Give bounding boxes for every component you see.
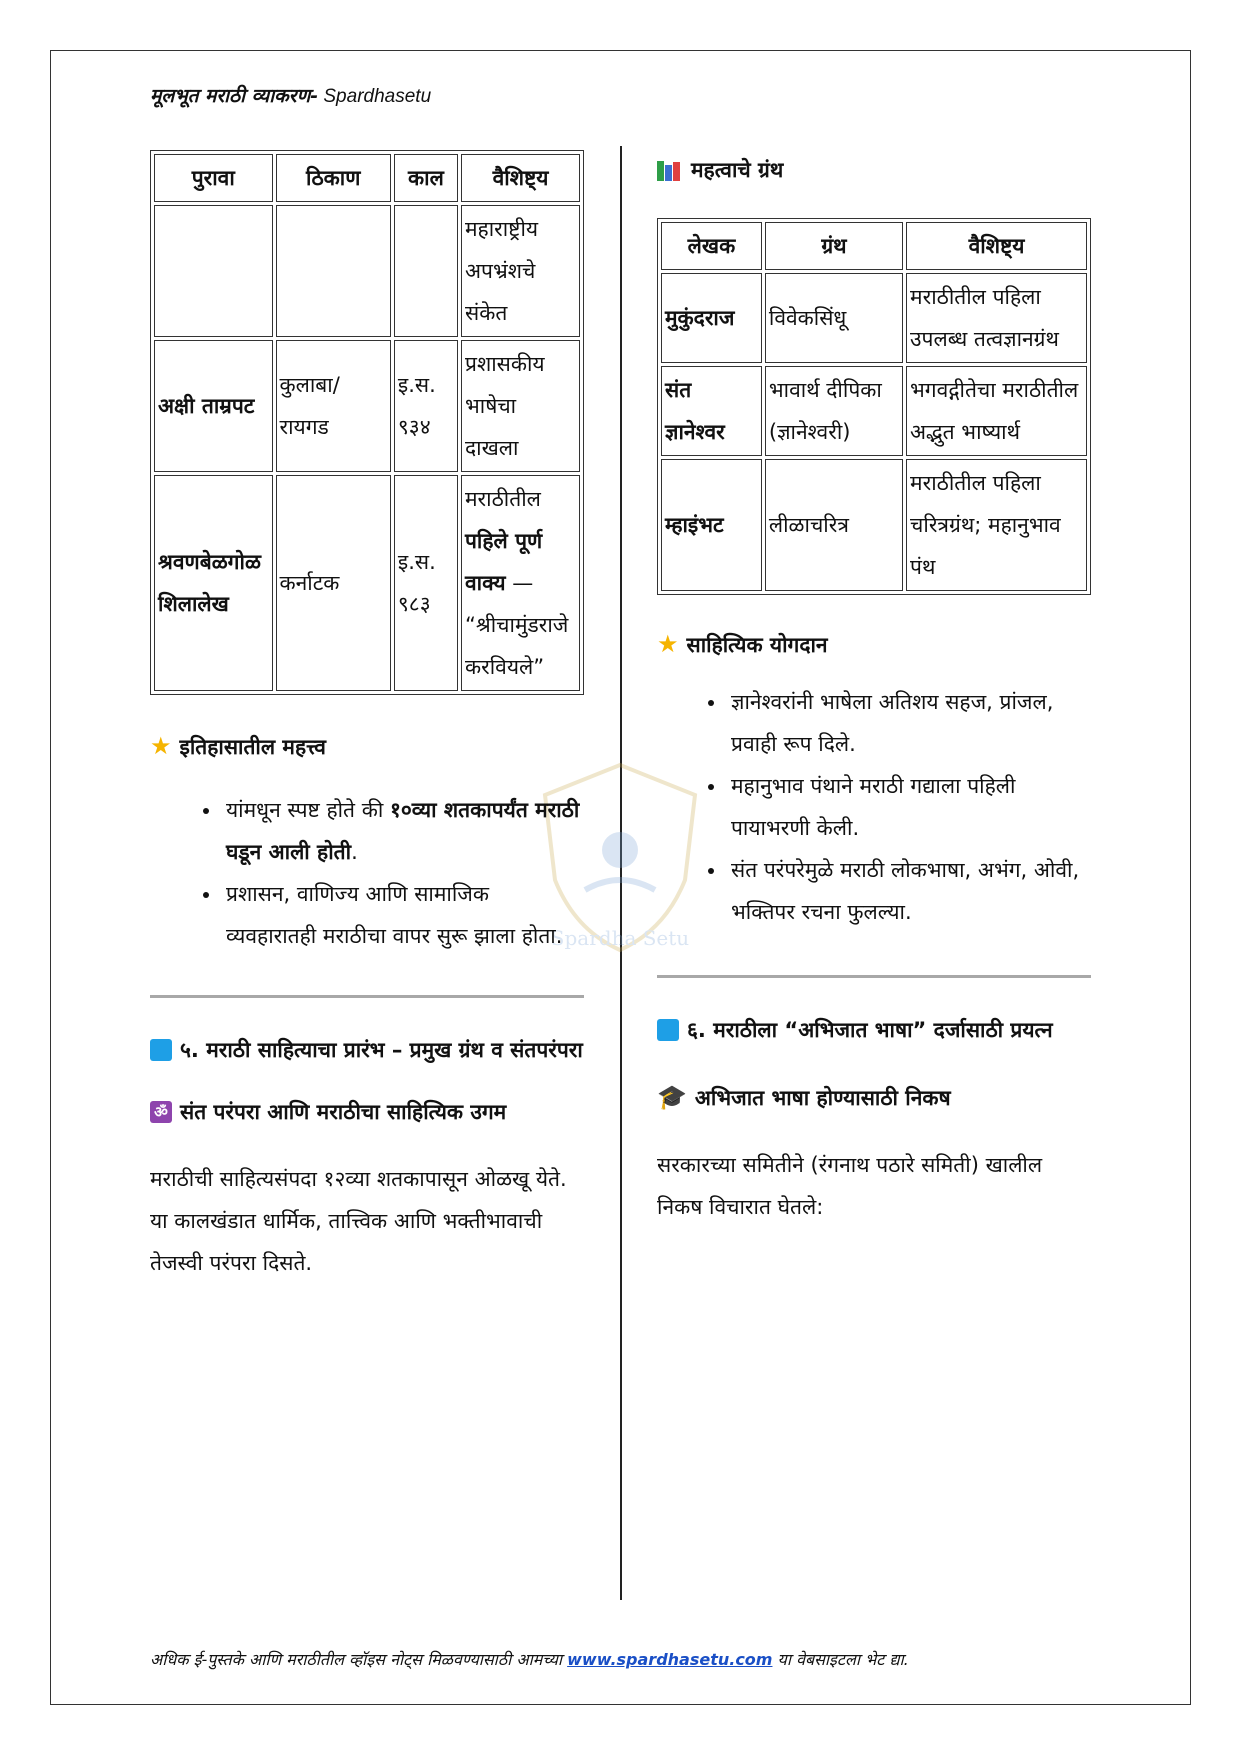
right-column: [657, 150, 1091, 1228]
section6-heading: [657, 1010, 1091, 1050]
saint-paragraph-1: मराठीची साहित्यसंपदा १२व्या शतकापासून ओळखू येते.: [150, 1167, 567, 1191]
table-cell: महाराष्ट्रीय अपभ्रंशचे संकेत: [461, 205, 580, 337]
page-footer: [150, 1648, 909, 1670]
saint-paragraph-2: या कालखंडात धार्मिक, तात्त्विक आणि भक्तीभावाची तेजस्वी परंपरा दिसते.: [150, 1209, 543, 1275]
contribution-heading: [657, 625, 1091, 665]
table-header: पुरावा: [154, 154, 273, 202]
feature-bold-text: पहिले पूर्ण वाक्य: [465, 529, 543, 595]
saint-heading-text: संत परंपरा आणि मराठीचा साहित्यिक उगम: [180, 1100, 507, 1124]
list-bold-text: १०व्या शतकापर्यंत मराठी घडून आली होती: [226, 798, 580, 864]
table-header: वैशिष्ट्य: [906, 222, 1087, 270]
header-title: मूलभूत मराठी व्याकरण-: [150, 85, 319, 107]
table-cell: मुकुंदराज: [661, 273, 762, 363]
table-cell: मराठीतील पहिला उपलब्ध तत्वज्ञानग्रंथ: [906, 273, 1087, 363]
table-cell: [276, 205, 391, 337]
table-row: [661, 366, 1087, 456]
criteria-heading-text: अभिजात भाषा होण्यासाठी निकष: [694, 1086, 951, 1110]
table-header: ठिकाण: [276, 154, 391, 202]
table-header: वैशिष्ट्य: [461, 154, 580, 202]
list-text: .: [351, 840, 358, 864]
books-heading-text: महत्वाचे ग्रंथ: [691, 158, 784, 182]
table-cell: इ.स. ९८३: [394, 475, 458, 691]
section5-heading-text: ५. मराठी साहित्याचा प्रारंभ – प्रमुख ग्रंथ व संतपरंपरा: [180, 1038, 583, 1062]
table-cell: [461, 475, 580, 691]
header-brand: Spardhasetu: [318, 86, 432, 107]
table-cell: अक्षी ताम्रपट: [154, 340, 273, 472]
star-icon: ★: [657, 630, 679, 658]
table-cell: संत ज्ञानेश्वर: [661, 366, 762, 456]
section5-heading: [150, 1030, 584, 1070]
table-cell: विवेकसिंधू: [765, 273, 903, 363]
table-header: काल: [394, 154, 458, 202]
list-item: • ज्ञानेश्वरांनी भाषेला अतिशय सहज, प्रांजल, प्रवाही रूप दिले.: [727, 681, 1091, 765]
table-cell: श्रवणबेळगोळ शिलालेख: [154, 475, 273, 691]
blue-square-icon: [150, 1039, 172, 1061]
list-item: [222, 789, 584, 873]
table-cell: [394, 205, 458, 337]
history-list: [150, 789, 584, 957]
section6-heading-text: ६. मराठीला “अभिजात भाषा” दर्जासाठी प्रयत्न: [687, 1018, 1053, 1042]
list-text: यांमधून स्पष्ट होते की: [226, 798, 390, 822]
left-column: [150, 150, 584, 1284]
table-header: लेखक: [661, 222, 762, 270]
table-row: [154, 340, 580, 472]
books-table: [657, 218, 1091, 595]
star-icon: ★: [150, 732, 172, 760]
table-header-row: [661, 222, 1087, 270]
list-item: • प्रशासन, वाणिज्य आणि सामाजिक व्यवहारातही मराठीचा वापर सुरू झाला होता.: [222, 873, 584, 957]
table-cell: मराठीतील पहिला चरित्रग्रंथ; महानुभाव पंथ: [906, 459, 1087, 591]
table-row: [661, 459, 1087, 591]
table-row: [154, 475, 580, 691]
graduation-cap-icon: 🎓: [657, 1083, 687, 1111]
blue-square-icon: [657, 1019, 679, 1041]
footer-text: अधिक ई-पुस्तके आणि मराठीतील व्हॉइस नोट्स मिळवण्यासाठी आमच्या: [150, 1650, 568, 1669]
om-icon: ॐ: [150, 1101, 172, 1123]
table-cell: म्हाइंभट: [661, 459, 762, 591]
table-row: [154, 205, 580, 337]
history-heading-text: इतिहासातील महत्त्व: [179, 735, 326, 759]
table-cell: भगवद्गीतेचा मराठीतील अद्भुत भाष्यार्थ: [906, 366, 1087, 456]
table-row: [661, 273, 1087, 363]
list-item: • संत परंपरेमुळे मराठी लोकभाषा, अभंग, ओवी, भक्तिपर रचना फुलल्या.: [727, 849, 1091, 933]
table-cell: कुलाबा/रायगड: [276, 340, 391, 472]
table-cell: [154, 205, 273, 337]
table-header: ग्रंथ: [765, 222, 903, 270]
table-cell: भावार्थ दीपिका (ज्ञानेश्वरी): [765, 366, 903, 456]
page-header: [150, 82, 431, 108]
books-heading: [657, 150, 1091, 190]
table-header-row: [154, 154, 580, 202]
table-cell: प्रशासकीय भाषेचा दाखला: [461, 340, 580, 472]
contribution-list: [657, 681, 1091, 933]
feature-text: मराठीतील: [465, 487, 541, 511]
table-cell: लीळाचरित्र: [765, 459, 903, 591]
list-item: • महानुभाव पंथाने मराठी गद्याला पहिली पायाभरणी केली.: [727, 765, 1091, 849]
watermark-text: Spardha Setu: [550, 926, 690, 950]
history-heading: [150, 727, 584, 767]
criteria-paragraph: सरकारच्या समितीने (रंगनाथ पठारे समिती) खालील निकष विचारात घेतले:: [657, 1153, 1043, 1219]
feature-text: — “श्रीचामुंडराजे करवियले”: [465, 571, 569, 679]
criteria-heading: [657, 1078, 1091, 1118]
website-link[interactable]: www.spardhasetu.com: [567, 1650, 773, 1669]
table-cell: कर्नाटक: [276, 475, 391, 691]
evidence-table: [150, 150, 584, 695]
table-cell: इ.स. ९३४: [394, 340, 458, 472]
books-icon: [657, 159, 683, 181]
saint-heading: [150, 1092, 584, 1132]
contribution-heading-text: साहित्यिक योगदान: [686, 633, 828, 657]
footer-text: या वेबसाइटला भेट द्या.: [772, 1650, 909, 1669]
